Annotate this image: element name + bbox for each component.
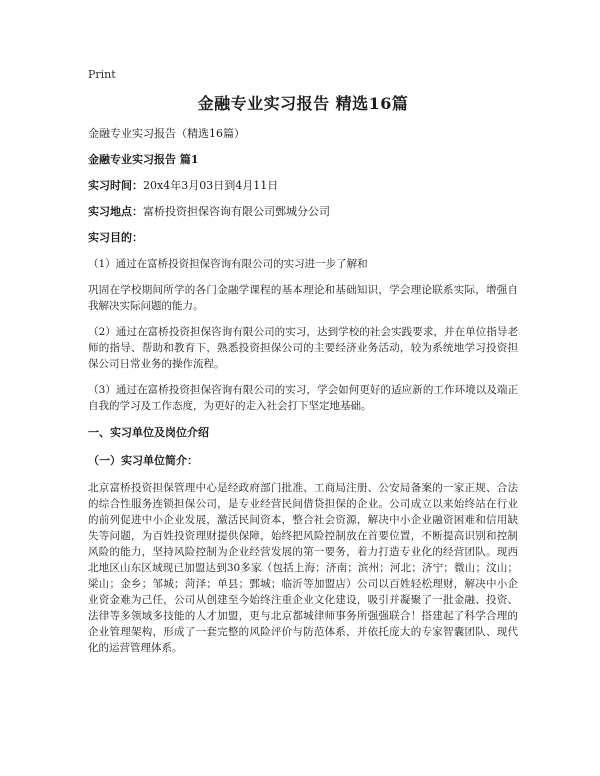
subsection-heading-1-1: （一）实习单位简介： — [88, 454, 198, 467]
document-subtitle: 金融专业实习报告（精选16篇） — [88, 127, 245, 140]
purpose-paragraph-1b: 巩固在学校期间所学的各门金融学课程的基本理论和基础知识，学会理论联系实际，增强自我解决实际问题的能力。 — [88, 284, 518, 312]
internship-place-value: 富桥投资担保咨询有限公司鄄城分公司 — [143, 205, 330, 218]
internship-place-label: 实习地点： — [88, 205, 143, 218]
company-intro-paragraph: 北京富桥投资担保管理中心是经政府部门批准、工商局注册、公安局备案的一家正规、合法的综合性服务连锁担保公司，是专业经营民间借贷担保的企业。公司成立以来始终站在行业的前列促进中小企业发展，激活民间资本，整合社会资源，解决中小企业融资困难和信用缺失等问题，为百姓投资理财提供保障，始终把风险控制放在首要位置，不断提高识别和控制风险的能力，坚持风险控制为企业经营发展的第一要务，着力打造专业化的经营团队。现西北地区山东区域现已加盟达到30多家（包括上海；济南；滨州；河北；济宁；微山；汶山；梁山；金乡；邹城；菏泽；单县；鄄城；临沂等加盟店）公司以百姓轻松理财，解决中小企业资金难为己任，公司从创建至今始终注重企业文化建设，吸引并凝聚了一批金融、投资、法律等多领域多技能的人才加盟，更与北京都城律师事务所强强联合！搭建起了科学合理的企业管理架构，形成了一套完整的风险评价与防范体系，并依托庞大的专家智囊团队、现代化的运营管理体系。 — [88, 482, 518, 654]
purpose-paragraph-1: （1）通过在富桥投资担保咨询有限公司的实习进一步了解和 — [88, 258, 368, 270]
internship-time-value: 20x4年3月03日到4月11日 — [143, 179, 279, 192]
purpose-paragraph-2: （2）通过在富桥投资担保咨询有限公司的实习，达到学校的社会实践要求，并在单位指导老师的指导、帮助和教育下，熟悉投资担保公司的主要经济业务活动，较为系统地学习投资担保公司日常业务的操作流程。 — [88, 326, 518, 370]
purpose-paragraph-3: （3）通过在富桥投资担保咨询有限公司的实习，学会如何更好的适应新的工作环境以及端正自我的学习及工作态度，为更好的走入社会打下坚定地基础。 — [88, 384, 518, 412]
internship-time-label: 实习时间： — [88, 179, 143, 192]
print-label[interactable]: Print — [88, 68, 116, 81]
internship-purpose-label: 实习目的： — [88, 231, 143, 244]
internship-time — [88, 178, 518, 194]
section-heading-1: 一、实习单位及岗位介绍 — [88, 426, 209, 439]
document-page — [88, 68, 518, 666]
document-title: 金融专业实习报告 精选16篇 — [197, 94, 409, 113]
section-title-1: 金融专业实习报告 篇1 — [88, 153, 199, 166]
internship-place — [88, 204, 518, 220]
